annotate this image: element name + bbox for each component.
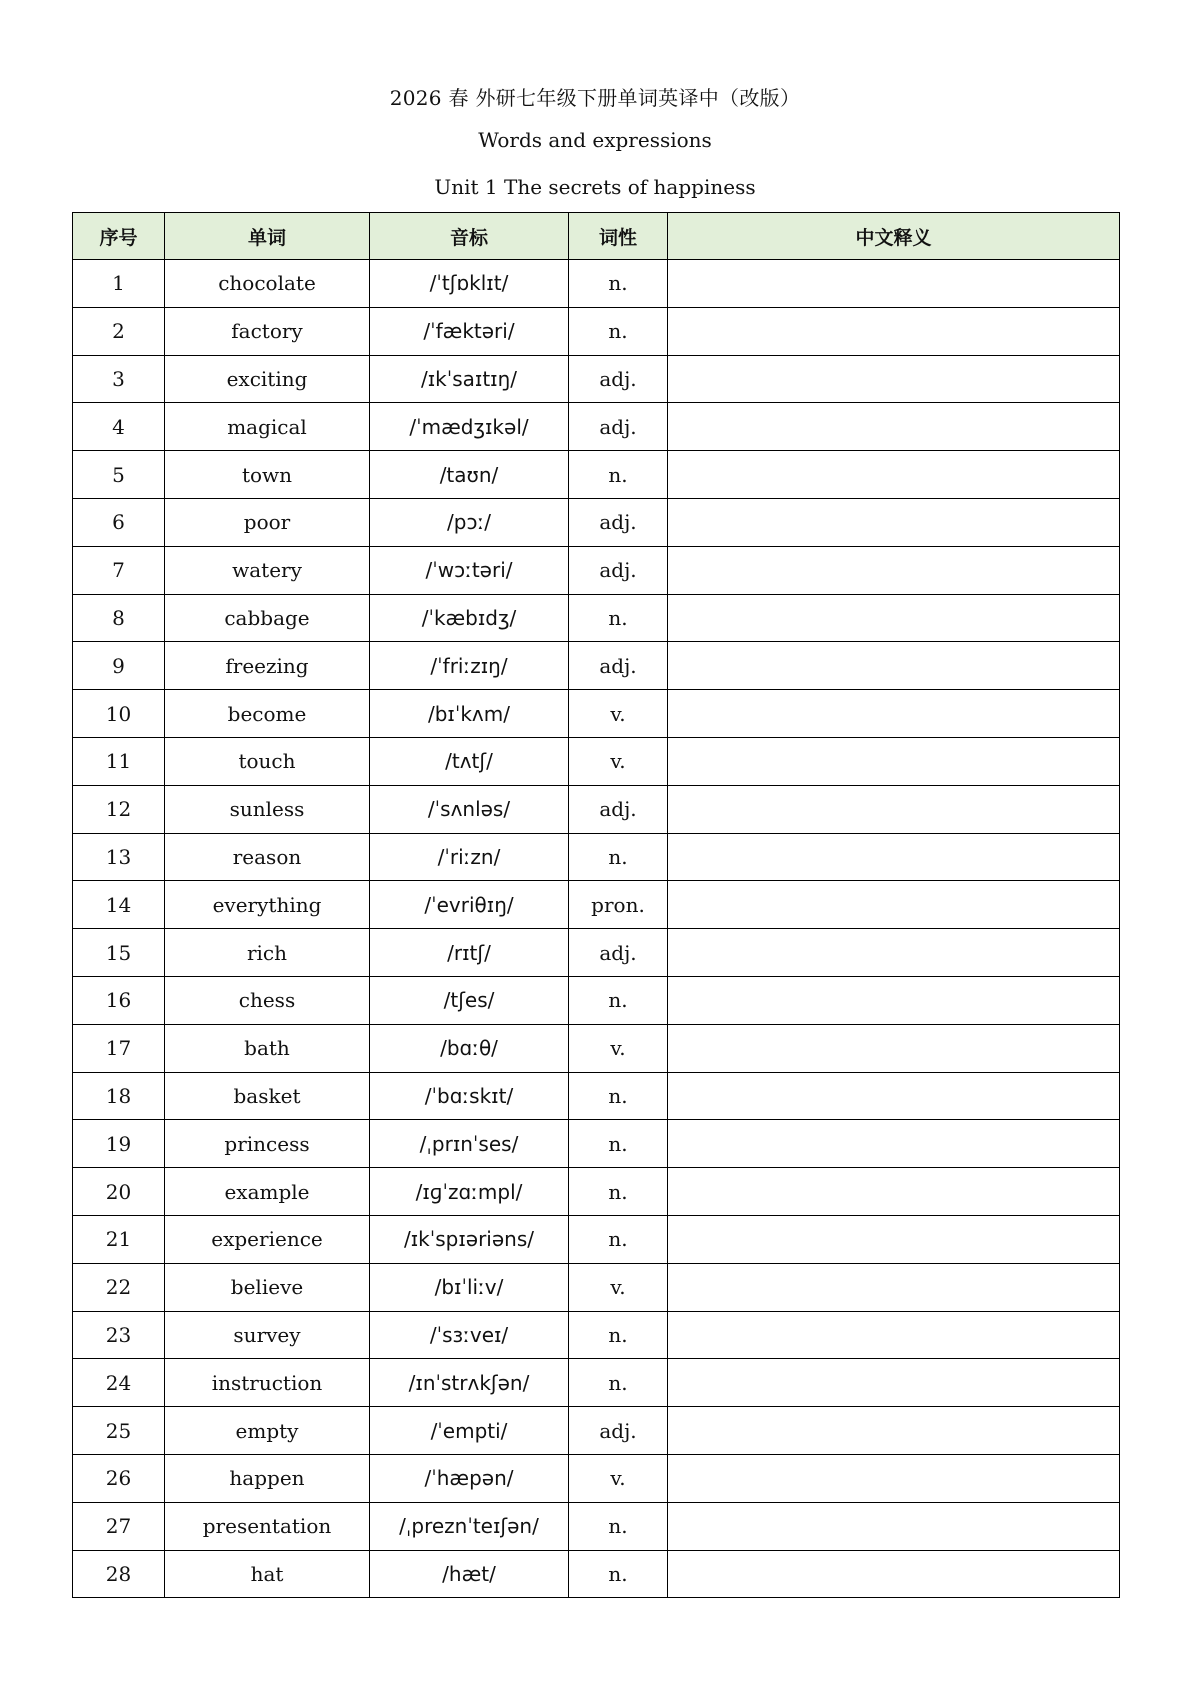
part-of-speech-cell: adj. <box>569 785 668 833</box>
phonetic-cell: /rɪtʃ/ <box>370 929 569 977</box>
table-row <box>73 833 1120 881</box>
phonetic-cell: /pɔː/ <box>370 498 569 546</box>
chinese-meaning-cell[interactable] <box>668 1120 1120 1168</box>
row-number-cell: 6 <box>73 498 165 546</box>
phonetic-cell: /tʃes/ <box>370 976 569 1024</box>
phonetic-cell: /ˈfæktəri/ <box>370 307 569 355</box>
chinese-meaning-cell[interactable] <box>668 785 1120 833</box>
word-cell: magical <box>165 403 370 451</box>
part-of-speech-cell: v. <box>569 1454 668 1502</box>
table-row <box>73 1550 1120 1598</box>
table-row <box>73 929 1120 977</box>
chinese-meaning-cell[interactable] <box>668 1311 1120 1359</box>
table-row <box>73 260 1120 308</box>
part-of-speech-cell: n. <box>569 1502 668 1550</box>
row-number-cell: 8 <box>73 594 165 642</box>
part-of-speech-cell: n. <box>569 976 668 1024</box>
table-row <box>73 785 1120 833</box>
phonetic-cell: /ɪkˈspɪəriəns/ <box>370 1215 569 1263</box>
table-row <box>73 1502 1120 1550</box>
chinese-meaning-cell[interactable] <box>668 642 1120 690</box>
word-cell: reason <box>165 833 370 881</box>
chinese-meaning-cell[interactable] <box>668 1072 1120 1120</box>
part-of-speech-cell: pron. <box>569 881 668 929</box>
table-body <box>73 260 1120 1598</box>
row-number-cell: 25 <box>73 1407 165 1455</box>
word-cell: sunless <box>165 785 370 833</box>
page-subtitle: Words and expressions <box>478 128 712 152</box>
phonetic-cell: /ˈtʃɒklɪt/ <box>370 260 569 308</box>
table-row <box>73 1072 1120 1120</box>
word-cell: instruction <box>165 1359 370 1407</box>
phonetic-cell: /ˈsɜːveɪ/ <box>370 1311 569 1359</box>
table-row <box>73 546 1120 594</box>
row-number-cell: 9 <box>73 642 165 690</box>
word-cell: become <box>165 690 370 738</box>
word-cell: bath <box>165 1024 370 1072</box>
part-of-speech-cell: adj. <box>569 1407 668 1455</box>
word-cell: factory <box>165 307 370 355</box>
phonetic-cell: /ˈsʌnləs/ <box>370 785 569 833</box>
part-of-speech-cell: n. <box>569 307 668 355</box>
word-cell: everything <box>165 881 370 929</box>
part-of-speech-cell: v. <box>569 737 668 785</box>
chinese-meaning-cell[interactable] <box>668 1215 1120 1263</box>
phonetic-cell: /bɪˈkʌm/ <box>370 690 569 738</box>
phonetic-cell: /ɪnˈstrʌkʃən/ <box>370 1359 569 1407</box>
row-number-cell: 19 <box>73 1120 165 1168</box>
word-cell: chess <box>165 976 370 1024</box>
table-row <box>73 690 1120 738</box>
chinese-meaning-cell[interactable] <box>668 594 1120 642</box>
phonetic-cell: /ˈempti/ <box>370 1407 569 1455</box>
part-of-speech-cell: adj. <box>569 355 668 403</box>
part-of-speech-cell: adj. <box>569 403 668 451</box>
chinese-meaning-cell[interactable] <box>668 1359 1120 1407</box>
word-cell: freezing <box>165 642 370 690</box>
part-of-speech-cell: n. <box>569 833 668 881</box>
phonetic-cell: /bɑːθ/ <box>370 1024 569 1072</box>
table-row <box>73 976 1120 1024</box>
chinese-meaning-cell[interactable] <box>668 690 1120 738</box>
part-of-speech-cell: n. <box>569 1550 668 1598</box>
table-row <box>73 881 1120 929</box>
table-row <box>73 1263 1120 1311</box>
word-cell: rich <box>165 929 370 977</box>
table-row <box>73 1359 1120 1407</box>
part-of-speech-cell: adj. <box>569 498 668 546</box>
phonetic-cell: /hæt/ <box>370 1550 569 1598</box>
chinese-meaning-cell[interactable] <box>668 881 1120 929</box>
row-number-cell: 3 <box>73 355 165 403</box>
word-cell: believe <box>165 1263 370 1311</box>
phonetic-cell: /ˈevriθɪŋ/ <box>370 881 569 929</box>
chinese-meaning-cell[interactable] <box>668 976 1120 1024</box>
chinese-meaning-cell[interactable] <box>668 929 1120 977</box>
row-number-cell: 1 <box>73 260 165 308</box>
phonetic-cell: /ɪkˈsaɪtɪŋ/ <box>370 355 569 403</box>
part-of-speech-cell: n. <box>569 260 668 308</box>
row-number-cell: 20 <box>73 1168 165 1216</box>
row-number-cell: 2 <box>73 307 165 355</box>
chinese-meaning-cell[interactable] <box>668 451 1120 499</box>
row-number-cell: 4 <box>73 403 165 451</box>
word-cell: chocolate <box>165 260 370 308</box>
row-number-cell: 22 <box>73 1263 165 1311</box>
part-of-speech-cell: n. <box>569 594 668 642</box>
phonetic-cell: /ɪɡˈzɑːmpl/ <box>370 1168 569 1216</box>
part-of-speech-cell: n. <box>569 1215 668 1263</box>
chinese-meaning-cell[interactable] <box>668 260 1120 308</box>
chinese-meaning-cell[interactable] <box>668 403 1120 451</box>
phonetic-cell: /ˈhæpən/ <box>370 1454 569 1502</box>
phonetic-cell: /ˈwɔːtəri/ <box>370 546 569 594</box>
table-row <box>73 403 1120 451</box>
chinese-meaning-cell[interactable] <box>668 1407 1120 1455</box>
table-row <box>73 1024 1120 1072</box>
phonetic-cell: /ˈriːzn/ <box>370 833 569 881</box>
row-number-cell: 23 <box>73 1311 165 1359</box>
row-number-cell: 7 <box>73 546 165 594</box>
table-header-row <box>73 213 1120 260</box>
table-row <box>73 737 1120 785</box>
phonetic-cell: /ˈbɑːskɪt/ <box>370 1072 569 1120</box>
chinese-meaning-cell[interactable] <box>668 737 1120 785</box>
phonetic-cell: /taʊn/ <box>370 451 569 499</box>
part-of-speech-cell: n. <box>569 1120 668 1168</box>
chinese-meaning-cell[interactable] <box>668 1550 1120 1598</box>
phonetic-cell: /ˈfriːzɪŋ/ <box>370 642 569 690</box>
header-phonetic: 音标 <box>370 213 569 260</box>
header-chinese-meaning: 中文释义 <box>668 213 1120 260</box>
row-number-cell: 14 <box>73 881 165 929</box>
part-of-speech-cell: v. <box>569 1024 668 1072</box>
chinese-meaning-cell[interactable] <box>668 355 1120 403</box>
word-cell: exciting <box>165 355 370 403</box>
word-cell: survey <box>165 1311 370 1359</box>
table-row <box>73 1168 1120 1216</box>
table-row <box>73 642 1120 690</box>
chinese-meaning-cell[interactable] <box>668 1263 1120 1311</box>
chinese-meaning-cell[interactable] <box>668 1168 1120 1216</box>
header-word: 单词 <box>165 213 370 260</box>
phonetic-cell: /bɪˈliːv/ <box>370 1263 569 1311</box>
row-number-cell: 16 <box>73 976 165 1024</box>
chinese-meaning-cell[interactable] <box>668 1024 1120 1072</box>
word-cell: hat <box>165 1550 370 1598</box>
table-row <box>73 1311 1120 1359</box>
phonetic-cell: /ˌprɪnˈses/ <box>370 1120 569 1168</box>
word-cell: poor <box>165 498 370 546</box>
chinese-meaning-cell[interactable] <box>668 546 1120 594</box>
part-of-speech-cell: v. <box>569 690 668 738</box>
word-cell: presentation <box>165 1502 370 1550</box>
part-of-speech-cell: n. <box>569 1168 668 1216</box>
row-number-cell: 17 <box>73 1024 165 1072</box>
header-number: 序号 <box>73 213 165 260</box>
part-of-speech-cell: n. <box>569 1311 668 1359</box>
row-number-cell: 15 <box>73 929 165 977</box>
phonetic-cell: /tʌtʃ/ <box>370 737 569 785</box>
chinese-meaning-cell[interactable] <box>668 1502 1120 1550</box>
word-cell: happen <box>165 1454 370 1502</box>
word-cell: princess <box>165 1120 370 1168</box>
table-row <box>73 355 1120 403</box>
row-number-cell: 28 <box>73 1550 165 1598</box>
table-row <box>73 1454 1120 1502</box>
header-part-of-speech: 词性 <box>569 213 668 260</box>
unit-heading: Unit 1 The secrets of happiness <box>434 175 756 199</box>
page-title: 2026 春 外研七年级下册单词英译中（改版） <box>389 86 801 110</box>
row-number-cell: 27 <box>73 1502 165 1550</box>
row-number-cell: 10 <box>73 690 165 738</box>
row-number-cell: 26 <box>73 1454 165 1502</box>
part-of-speech-cell: n. <box>569 1359 668 1407</box>
chinese-meaning-cell[interactable] <box>668 307 1120 355</box>
chinese-meaning-cell[interactable] <box>668 833 1120 881</box>
chinese-meaning-cell[interactable] <box>668 498 1120 546</box>
part-of-speech-cell: n. <box>569 1072 668 1120</box>
table-row <box>73 307 1120 355</box>
table-row <box>73 498 1120 546</box>
part-of-speech-cell: adj. <box>569 546 668 594</box>
row-number-cell: 21 <box>73 1215 165 1263</box>
part-of-speech-cell: n. <box>569 451 668 499</box>
row-number-cell: 12 <box>73 785 165 833</box>
table-row <box>73 1215 1120 1263</box>
word-cell: town <box>165 451 370 499</box>
phonetic-cell: /ˈkæbɪdʒ/ <box>370 594 569 642</box>
word-cell: cabbage <box>165 594 370 642</box>
row-number-cell: 5 <box>73 451 165 499</box>
word-cell: experience <box>165 1215 370 1263</box>
table-row <box>73 1407 1120 1455</box>
table-row <box>73 1120 1120 1168</box>
word-cell: empty <box>165 1407 370 1455</box>
phonetic-cell: /ˌpreznˈteɪʃən/ <box>370 1502 569 1550</box>
part-of-speech-cell: adj. <box>569 929 668 977</box>
part-of-speech-cell: adj. <box>569 642 668 690</box>
part-of-speech-cell: v. <box>569 1263 668 1311</box>
word-cell: basket <box>165 1072 370 1120</box>
row-number-cell: 11 <box>73 737 165 785</box>
word-cell: touch <box>165 737 370 785</box>
row-number-cell: 24 <box>73 1359 165 1407</box>
table-row <box>73 451 1120 499</box>
vocabulary-table <box>72 212 1120 1598</box>
table-row <box>73 594 1120 642</box>
row-number-cell: 18 <box>73 1072 165 1120</box>
chinese-meaning-cell[interactable] <box>668 1454 1120 1502</box>
word-cell: watery <box>165 546 370 594</box>
row-number-cell: 13 <box>73 833 165 881</box>
phonetic-cell: /ˈmædʒɪkəl/ <box>370 403 569 451</box>
word-cell: example <box>165 1168 370 1216</box>
